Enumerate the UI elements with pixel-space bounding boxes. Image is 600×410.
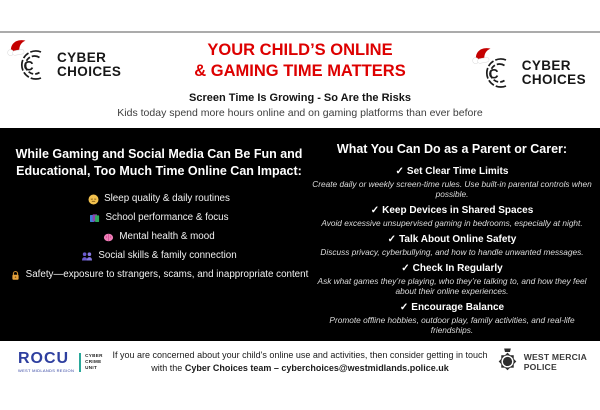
brand-line2: CHOICES bbox=[57, 64, 122, 79]
list-item bbox=[312, 262, 592, 296]
checkmark-icon: ✓ bbox=[401, 263, 410, 274]
advice-item-title bbox=[312, 262, 592, 275]
checkmark-icon: ✓ bbox=[370, 205, 380, 216]
list-item bbox=[312, 204, 592, 228]
wmp-line1: WEST MERCIA bbox=[523, 352, 587, 363]
advice-item-title bbox=[312, 233, 592, 246]
checkmark-icon: ✓ bbox=[399, 302, 409, 313]
unit-line1: CYBER bbox=[85, 353, 103, 359]
footer-message bbox=[95, 349, 505, 374]
advice-item-desc: Avoid excessive unsupervised gaming in bedrooms, especially at night. bbox=[321, 218, 583, 228]
brand-line2: CHOICES bbox=[521, 72, 586, 87]
footer-message-line2 bbox=[95, 362, 505, 375]
page-title-line2: & GAMING TIME MATTERS bbox=[194, 62, 406, 80]
two-people-emoji-icon bbox=[81, 251, 93, 262]
lock-emoji-icon bbox=[10, 270, 21, 281]
advice-title-text: Encourage Balance bbox=[411, 302, 505, 313]
rocu-region-label: WEST MIDLANDS REGION bbox=[18, 368, 75, 373]
sleeping-face-emoji-icon bbox=[88, 194, 99, 205]
west-mercia-police-logo bbox=[496, 347, 587, 379]
impact-heading: While Gaming and Social Media Can Be Fun and Educational, Too Much Time Online Can Impact: bbox=[15, 147, 303, 178]
list-item bbox=[8, 269, 310, 281]
advice-heading: What You Can Do as a Parent or Carer: bbox=[336, 142, 568, 156]
footer-message-line1: If you are concerned about your child's online use and activities, then consider getting in touch bbox=[112, 350, 488, 360]
list-item-label: Social skills & family connection bbox=[98, 250, 237, 261]
advice-item-title bbox=[312, 301, 592, 314]
list-item bbox=[8, 231, 310, 243]
list-item-label: Safety—exposure to strangers, scams, and inappropriate content bbox=[25, 269, 309, 280]
rocu-wordmark: ROCU bbox=[18, 350, 70, 367]
wmp-line2: POLICE bbox=[523, 362, 557, 372]
list-item-label: Sleep quality & daily routines bbox=[104, 193, 230, 204]
advice-item-desc: Promote offline hobbies, outdoor play, family activities, and real-life friendships. bbox=[329, 315, 575, 335]
page-title-line1: YOUR CHILD’S ONLINE bbox=[207, 41, 393, 59]
checkmark-icon: ✓ bbox=[395, 166, 404, 177]
footer-contact-email: Cyber Choices team – cyberchoices@westmidlands.police.uk bbox=[184, 362, 449, 373]
list-item bbox=[8, 250, 310, 262]
advice-title-text: Set Clear Time Limits bbox=[406, 166, 509, 177]
svg-text:C: C bbox=[23, 57, 34, 74]
list-item bbox=[312, 165, 592, 199]
list-item bbox=[8, 212, 310, 224]
list-item bbox=[312, 301, 592, 335]
footer-message-prefix: with the bbox=[151, 362, 185, 373]
unit-line3: UNIT bbox=[85, 364, 98, 370]
advice-title-text: Check In Regularly bbox=[412, 263, 503, 274]
advice-item-desc: Discuss privacy, cyberbullying, and how to handle unwanted messages. bbox=[320, 247, 584, 257]
checkmark-icon: ✓ bbox=[387, 234, 397, 245]
top-divider bbox=[0, 31, 600, 33]
list-item bbox=[312, 233, 592, 257]
advice-item-title bbox=[312, 165, 592, 178]
advice-item-desc: Create daily or weekly screen-time rules. Use built-in parental controls when possible. bbox=[312, 179, 592, 199]
west-mercia-wordmark bbox=[524, 353, 587, 372]
svg-text:C: C bbox=[488, 65, 499, 82]
list-item-label: Mental health & mood bbox=[119, 231, 215, 242]
advice-item-title bbox=[312, 204, 592, 217]
brand-line1: CYBER bbox=[521, 58, 571, 73]
brand-line1: CYBER bbox=[57, 50, 107, 65]
police-badge-icon bbox=[496, 347, 519, 379]
footer bbox=[0, 341, 600, 401]
rocu-logo bbox=[18, 351, 103, 373]
subtitle-bold: Screen Time Is Growing - So Are the Risks bbox=[189, 92, 411, 104]
list-item-label: School performance & focus bbox=[105, 212, 229, 223]
unit-line2: CRIME bbox=[85, 359, 102, 365]
advice-title-text: Talk About Online Safety bbox=[399, 234, 517, 245]
books-emoji-icon bbox=[89, 213, 100, 224]
rocu-divider bbox=[79, 353, 81, 372]
advice-item-desc: Ask what games they’re playing, who they’re talking to, and how they feel about their online experiences. bbox=[317, 276, 587, 296]
page-title bbox=[0, 40, 600, 82]
header-titles bbox=[0, 40, 600, 119]
advice-column bbox=[312, 142, 592, 340]
subtitle: Kids today spend more hours online and on gaming platforms than ever before bbox=[117, 107, 483, 119]
list-item bbox=[8, 193, 310, 205]
brain-emoji-icon bbox=[103, 232, 114, 243]
impact-list bbox=[8, 193, 310, 281]
impact-column bbox=[8, 146, 310, 288]
advice-title-text: Keep Devices in Shared Spaces bbox=[382, 205, 534, 216]
content-panel bbox=[0, 128, 600, 341]
